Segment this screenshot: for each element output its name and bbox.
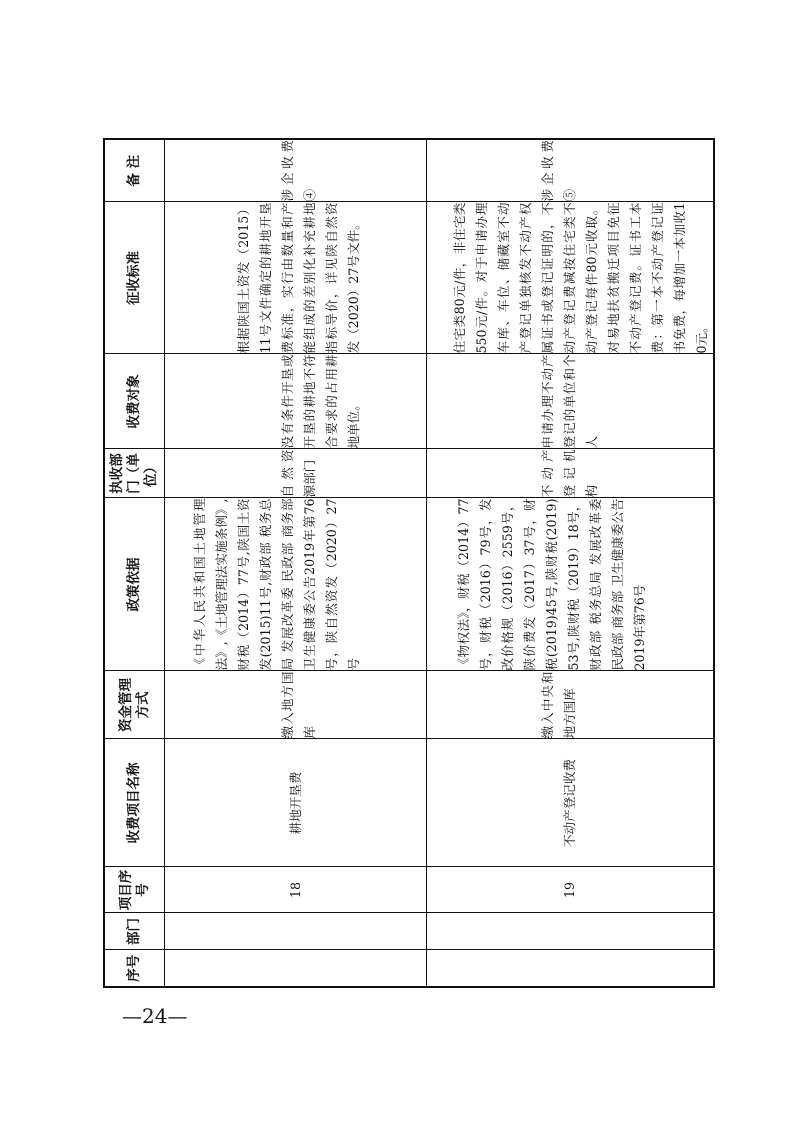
fund-cell: 缴入中央和地方国库	[427, 671, 715, 739]
fee-standard-cell: 住宅类80元/件，非住宅类550元/件。对于申请办理车库、车位、储藏室不动产登记单独核发不动产权属证书或登记证明的，不动产登记费减按住宅类不动产登记每件80元收取。对易地扶贫搬迁项目免征不动产登记费。证书工本费：第一本不动产登记证书免费，每增加一本加收10元。	[427, 202, 715, 354]
header-seq: 序号	[104, 950, 165, 987]
header-policy-basis: 政策依据	[104, 498, 165, 671]
header-fee-target: 收费对象	[104, 354, 165, 449]
rotated-fee-table-sheet	[103, 140, 709, 988]
exec-dept-cell: 自然资源部门	[165, 449, 427, 498]
header-item-name: 收费项目名称	[104, 739, 165, 867]
policy-basis-cell: 《中华人民共和国土地管理法》,《土地管理法实施条例》,财税（2014）77号,陕国土资发(2015)11号,财政部 税务总局 发展改革委 民政部 商务部 卫生健康委公告2019年第76号，陕自然资发（2020）27号	[165, 498, 427, 671]
seq-cell	[427, 950, 715, 987]
item-name-cell: 耕地开垦费	[165, 739, 427, 867]
remark-cell: 涉企收费④	[165, 139, 427, 202]
policy-basis-cell: 《物权法》，财税（2014）77号，财税（2016）79号，发改价格规（2016）2559号，陕价费发（2017）37号，财税(2019)45号,陕财税(2019)53号,陕财税（2019）18号，财政部 税务总局 发展改革委 民政部 商务部 卫生健康委公告2019年第76号	[427, 498, 715, 671]
header-remark: 备 注	[104, 139, 165, 202]
fee-target-cell: 申请办理不动产登记的单位和个人	[427, 354, 715, 449]
header-executing-dept: 执收部门（单位）	[104, 449, 165, 498]
fee-standard-cell: 根据陕国土资发（2015）11号文件确定的耕地开垦费标准，实行由数量和产能组成的差别化补充耕地指标导价，详见陕自然资发（2020）27号文件。	[165, 202, 427, 354]
seq-cell	[165, 950, 427, 987]
header-item-seq: 项目序号	[104, 867, 165, 913]
fee-target-cell: 没有条件开垦或开垦的耕地不符合要求的占用耕地单位。	[165, 354, 427, 449]
dept-cell	[427, 913, 715, 950]
item-seq-cell: 19	[427, 867, 715, 913]
table-row	[427, 139, 715, 987]
header-row	[104, 139, 165, 987]
header-fund-management: 资金管理方式	[104, 671, 165, 739]
remark-cell: 涉企收费⑤	[427, 139, 715, 202]
header-dept: 部门	[104, 913, 165, 950]
table-row	[165, 139, 427, 987]
page-number: —24—	[122, 1004, 188, 1028]
fee-schedule-table	[103, 138, 715, 988]
item-seq-cell: 18	[165, 867, 427, 913]
exec-dept-cell: 不动产登记机构	[427, 449, 715, 498]
dept-cell	[165, 913, 427, 950]
header-fee-standard: 征收标准	[104, 202, 165, 354]
fund-cell: 缴入地方国库	[165, 671, 427, 739]
item-name-cell: 不动产登记收费	[427, 739, 715, 867]
